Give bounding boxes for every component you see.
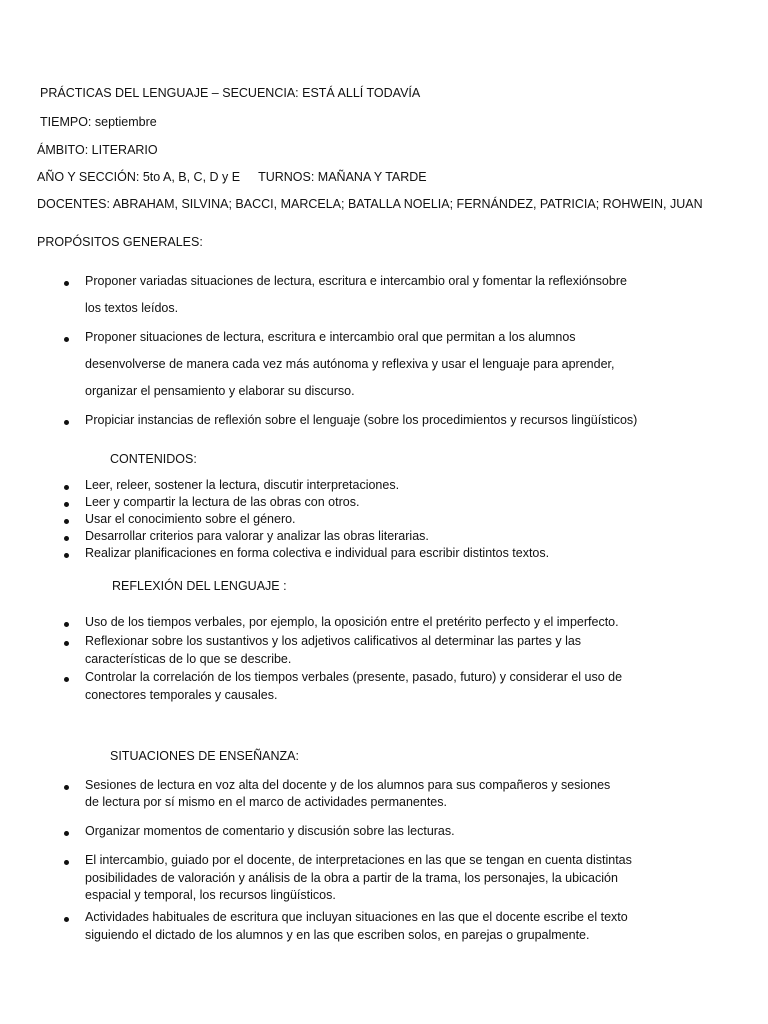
contenido-item-4: Desarrollar criterios para valorar y analizar las obras literarias. — [85, 529, 429, 543]
ambito-line: ÁMBITO: LITERARIO — [37, 143, 158, 157]
reflexion-item-3-line-2: conectores temporales y causales. — [85, 688, 278, 702]
bullet-icon — [64, 502, 69, 507]
turnos-text: TURNOS: MAÑANA Y TARDE — [258, 170, 427, 184]
bullet-icon — [64, 860, 69, 865]
situacion-item-3-line-1: El intercambio, guiado por el docente, de interpretaciones en las que se tengan en cuenta distintas — [85, 853, 632, 867]
situacion-item-3-line-2: posibilidades de valoración y análisis de la obra a partir de la trama, los personajes, la ubicación — [85, 871, 618, 885]
contenido-item-2: Leer y compartir la lectura de las obras con otros. — [85, 495, 360, 509]
contenidos-heading: CONTENIDOS: — [110, 452, 197, 466]
docentes-line: DOCENTES: ABRAHAM, SILVINA; BACCI, MARCELA; BATALLA NOELIA; FERNÁNDEZ, PATRICIA; ROHWEIN, JUAN — [37, 197, 703, 211]
proposito-item-1-line-2: los textos leídos. — [85, 301, 179, 315]
bullet-icon — [64, 677, 69, 682]
bullet-icon — [64, 917, 69, 922]
bullet-icon — [64, 622, 69, 627]
situacion-item-3-line-3: espacial y temporal, los recursos lingüísticos. — [85, 888, 336, 902]
document-title: PRÁCTICAS DEL LENGUAJE – SECUENCIA: ESTÁ ALLÍ TODAVÍA — [40, 86, 421, 100]
proposito-item-2-line-1: Proponer situaciones de lectura, escritura e intercambio oral que permitan a los alumnos — [85, 330, 576, 344]
propositos-heading: PROPÓSITOS GENERALES: — [37, 235, 203, 249]
reflexion-item-2-line-1: Reflexionar sobre los sustantivos y los adjetivos calificativos al determinar las partes y las — [85, 634, 582, 648]
bullet-icon — [64, 553, 69, 558]
bullet-icon — [64, 485, 69, 490]
anio-seccion-text: AÑO Y SECCIÓN: 5to A, B, C, D y E — [37, 170, 241, 184]
situacion-item-2-line-1: Organizar momentos de comentario y discusión sobre las lecturas. — [85, 824, 455, 838]
bullet-icon — [64, 281, 69, 286]
anio-turnos-line — [37, 170, 427, 184]
situacion-item-4-line-2: siguiendo el dictado de los alumnos y en las que escriben solos, en parejas o grupalmente. — [85, 928, 590, 942]
contenido-item-1: Leer, releer, sostener la lectura, discutir interpretaciones. — [85, 478, 400, 492]
bullet-icon — [64, 536, 69, 541]
bullet-icon — [64, 519, 69, 524]
bullet-icon — [64, 785, 69, 790]
situaciones-heading: SITUACIONES DE ENSEÑANZA: — [110, 749, 299, 763]
bullet-icon — [64, 641, 69, 646]
reflexion-heading: REFLEXIÓN DEL LENGUAJE : — [112, 579, 287, 593]
situacion-item-1-line-2: de lectura por sí mismo en el marco de actividades permanentes. — [85, 795, 447, 809]
contenido-item-3: Usar el conocimiento sobre el género. — [85, 512, 296, 526]
proposito-item-2-line-2: desenvolverse de manera cada vez más autónoma y reflexiva y usar el lenguaje para aprender, — [85, 357, 615, 371]
reflexion-item-2-line-2: características de lo que se describe. — [85, 652, 292, 666]
situacion-item-1-line-1: Sesiones de lectura en voz alta del docente y de los alumnos para sus compañeros y sesiones — [85, 778, 611, 792]
contenido-item-5: Realizar planificaciones en forma colectiva e individual para escribir distintos textos. — [85, 546, 550, 560]
proposito-item-2-line-3: organizar el pensamiento y elaborar su discurso. — [85, 384, 355, 398]
bullet-icon — [64, 420, 69, 425]
bullet-icon — [64, 337, 69, 342]
situacion-item-4-line-1: Actividades habituales de escritura que incluyan situaciones en las que el docente escribe el texto — [85, 910, 628, 924]
reflexion-item-3-line-1: Controlar la correlación de los tiempos verbales (presente, pasado, futuro) y considerar el uso de — [85, 670, 623, 684]
proposito-item-1-line-1: Proponer variadas situaciones de lectura, escritura e intercambio oral y fomentar la reflexiónsobre — [85, 274, 627, 288]
bullet-icon — [64, 831, 69, 836]
reflexion-item-1-line-1: Uso de los tiempos verbales, por ejemplo, la oposición entre el pretérito perfecto y el imperfecto. — [85, 615, 619, 629]
tiempo-line: TIEMPO: septiembre — [40, 115, 157, 129]
proposito-item-3-line-1: Propiciar instancias de reflexión sobre el lenguaje (sobre los procedimientos y recursos lingüísticos) — [85, 413, 638, 427]
